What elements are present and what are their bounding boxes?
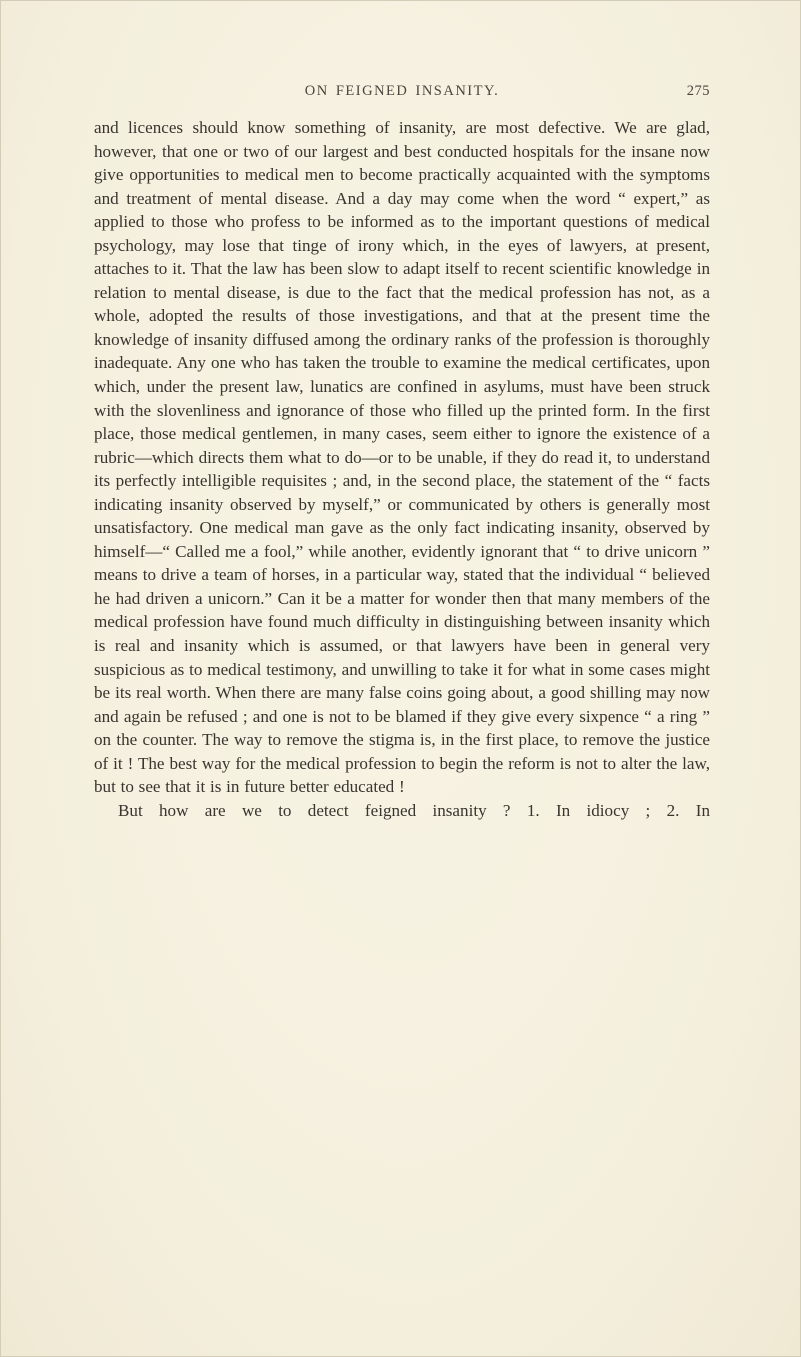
running-title: ON FEIGNED INSANITY.: [304, 83, 500, 99]
text-column: [94, 83, 710, 822]
paragraph: and licences should know something of insanity, are most defective. We are glad, however, that one or two of our largest and best conducted hospitals for the insane now give opportunities to medical men to become practically acquainted with the symptoms and treatment of mental disease. And a day may come when the word “ expert,” as applied to those who profess to be informed as to the important questions of medical psychology, may lose that tinge of irony which, in the eyes of lawyers, at present, attaches to it. That the law has been slow to adapt itself to recent scientific knowledge in relation to mental disease, is due to the fact that the medical profession has not, as a whole, adopted the results of those investigations, and that at the present time the knowledge of insanity diffused among the ordinary ranks of the profession is thoroughly inadequate. Any one who has taken the trouble to examine the medical certificates, upon which, under the present law, lunatics are confined in asylums, must have been struck with the slovenliness and ignorance of those who filled up the printed form. In the first place, those medical gentlemen, in many cases, seem either to ignore the existence of a rubric—which directs them what to do—or to be unable, if they do read it, to understand its perfectly intelligible requisites ; and, in the second place, the statement of the “ facts indicating insanity observed by myself,” or communicated by others is generally most unsatisfactory. One medical man gave as the only fact indicating insanity, observed by himself—“ Called me a fool,” while another, evidently ignorant that “ to drive unicorn ” means to drive a team of horses, in a particular way, stated that the individual “ believed he had driven a unicorn.” Can it be a matter for wonder then that many members of the medical profession have found much difficulty in distinguishing between insanity which is real and insanity which is assumed, or that lawyers have been in general very suspicious as to medical testimony, and unwilling to take it for what in some cases might be its real worth. When there are many false coins going about, a good shilling may now and again be refused ; and one is not to be blamed if they give every sixpence “ a ring ” on the counter. The way to remove the stigma is, in the first place, to remove the justice of it ! The best way for the medical profession to begin the reform is not to alter the law, but to see that it is in future better educated !: [94, 118, 710, 797]
paragraph: But how are we to detect feigned insanity ? 1. In idiocy ; 2. In: [118, 800, 710, 820]
page-header: [94, 83, 710, 100]
page-number: 275: [686, 83, 710, 99]
page-body: [94, 116, 710, 822]
